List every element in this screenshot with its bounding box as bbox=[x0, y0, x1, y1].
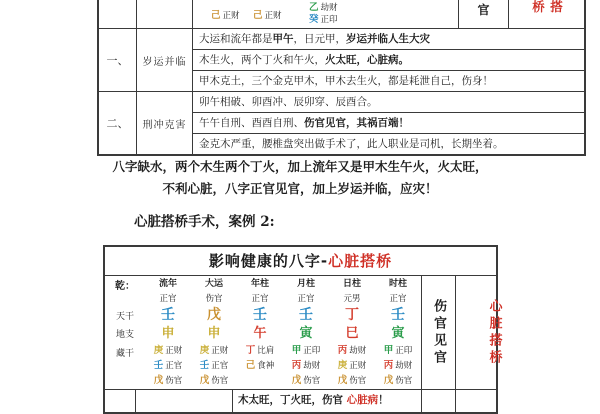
hidden-stem bbox=[384, 358, 413, 373]
case1-analysis-rows bbox=[99, 29, 584, 154]
earthly-branch: 寅 bbox=[391, 326, 405, 341]
ten-god-label: 正官 bbox=[211, 361, 229, 371]
case2-heading: 心脏搭桥手术，案例 2: bbox=[134, 214, 275, 230]
hidden-stem bbox=[384, 373, 413, 388]
text-segment: 午午自刑、酉酉自刑、 bbox=[199, 117, 304, 129]
ten-god-label: 伤官 bbox=[349, 376, 367, 386]
text-segment: ！ bbox=[378, 394, 389, 406]
heavenly-stem: 壬 bbox=[391, 307, 405, 323]
ten-god-label: 正财 bbox=[222, 11, 240, 21]
stem-char: 戊 bbox=[199, 375, 210, 386]
row-number-cell bbox=[99, 0, 137, 28]
ten-god-label: 正印 bbox=[320, 15, 338, 25]
case1-analysis-table bbox=[97, 0, 586, 156]
hidden-stem bbox=[200, 343, 229, 358]
hidden-stem bbox=[253, 7, 282, 21]
hidden-stems-column bbox=[145, 343, 191, 388]
stem-char: 丙 bbox=[383, 360, 394, 371]
stem-char: 癸 bbox=[309, 14, 319, 25]
stem-char: 戊 bbox=[383, 375, 394, 386]
row-label-cell bbox=[137, 0, 193, 28]
ten-god-label: 伤官 bbox=[395, 376, 413, 386]
ten-god-label: 伤官 bbox=[211, 376, 229, 386]
text-segment: 心脏病 bbox=[346, 394, 379, 406]
ten-god-label: 伤官 bbox=[165, 376, 183, 386]
pillar-names-row bbox=[105, 276, 421, 292]
stem-char: 戊 bbox=[337, 375, 348, 386]
hidden-stems-column bbox=[283, 343, 329, 388]
stem-char: 丙 bbox=[291, 360, 302, 371]
analysis-line bbox=[193, 50, 584, 71]
stems-row-label: 天干 bbox=[115, 311, 134, 322]
stem-char: 庚 bbox=[199, 345, 210, 356]
table-title-black: 影响健康的八字- bbox=[208, 252, 329, 270]
hidden-stem bbox=[246, 343, 275, 358]
hidden-stem bbox=[200, 358, 229, 373]
stem-char: 庚 bbox=[153, 345, 164, 356]
heavenly-stem: 壬 bbox=[299, 307, 313, 323]
stem-char: 戊 bbox=[291, 375, 302, 386]
hidden-stems-cell bbox=[193, 0, 459, 28]
analysis-line bbox=[193, 29, 584, 50]
vertical-label-black-cell bbox=[421, 276, 455, 389]
ten-god-label: 伤官 bbox=[303, 376, 321, 386]
hidden-stems-column bbox=[237, 343, 283, 373]
vertical-label-red-partial-cell bbox=[509, 0, 584, 28]
stem-char: 壬 bbox=[153, 360, 164, 371]
ten-god-label: 正印 bbox=[303, 346, 321, 356]
hidden-stem bbox=[292, 373, 321, 388]
row-number: 二、 bbox=[99, 92, 137, 154]
pillar-name: 时柱 bbox=[388, 279, 407, 289]
ten-god-label: 正财 bbox=[349, 361, 367, 371]
gender-label: 乾： bbox=[115, 280, 135, 292]
text-segment: 甲午 bbox=[272, 33, 294, 45]
heavenly-stems-row bbox=[105, 306, 421, 324]
vertical-label-red-partial: 搭桥 bbox=[530, 0, 564, 15]
case2-bazi-table bbox=[103, 245, 502, 414]
ten-god-label: 食神 bbox=[257, 361, 275, 371]
row-number-cell bbox=[105, 390, 136, 412]
pillar-name: 年柱 bbox=[250, 279, 269, 289]
heavenly-stem: 丁 bbox=[345, 307, 359, 323]
hidden-stem bbox=[292, 358, 321, 373]
text-segment: 金克木严重，腰椎盘突出做手术了，此人职业是司机，长期坐着。 bbox=[199, 138, 504, 150]
hidden-stem bbox=[211, 7, 240, 21]
stem-char: 甲 bbox=[383, 345, 394, 356]
heavenly-stem: 壬 bbox=[161, 307, 175, 323]
text-segment: 卯午相破、卯酉冲、辰卯穿、辰酉合。 bbox=[199, 96, 378, 108]
pillar-name: 流年 bbox=[158, 279, 177, 289]
row-number: 一、 bbox=[99, 29, 137, 91]
heavenly-stem: 戊 bbox=[207, 307, 221, 323]
ten-god-label: 正财 bbox=[264, 11, 282, 21]
vertical-column-continuation bbox=[421, 390, 455, 412]
text-segment: 火太旺，心脏病。 bbox=[325, 54, 409, 66]
bazi-pillars-area bbox=[105, 276, 421, 389]
hidden-stem bbox=[292, 343, 321, 358]
analysis-lines bbox=[193, 92, 584, 154]
vertical-label-red: 心脏搭桥 bbox=[486, 298, 502, 367]
ten-god: 正官 bbox=[297, 294, 315, 304]
hidden-stem bbox=[200, 373, 229, 388]
hidden-stem bbox=[154, 343, 183, 358]
earthly-branch: 寅 bbox=[299, 326, 313, 341]
vertical-label-black: 伤官见官 bbox=[431, 298, 446, 367]
earthly-branch: 午 bbox=[253, 326, 267, 341]
vertical-column-continuation bbox=[455, 390, 496, 412]
hidden-stem bbox=[338, 373, 367, 388]
hidden-stem bbox=[246, 358, 275, 373]
ten-god: 正官 bbox=[159, 294, 177, 304]
hidden-stem bbox=[309, 2, 338, 14]
stem-char: 乙 bbox=[309, 2, 319, 13]
hidden-stems-column bbox=[375, 343, 421, 388]
analysis-line bbox=[193, 71, 584, 91]
ten-god-label: 劫财 bbox=[320, 3, 338, 13]
case2-analysis-partial-row bbox=[105, 389, 496, 412]
hidden-stems-column bbox=[191, 343, 237, 388]
summary-line-2: 不利心脏，八字正官见官，加上岁运并临，应灾！ bbox=[162, 181, 438, 196]
row-label-cell bbox=[136, 390, 233, 412]
analysis-line bbox=[233, 390, 421, 412]
ten-gods-row bbox=[105, 292, 421, 306]
case1-hidden-stems-partial-row bbox=[99, 0, 584, 29]
hidden-stem bbox=[154, 358, 183, 373]
hidden-stem bbox=[338, 358, 367, 373]
stem-char: 丁 bbox=[245, 345, 256, 356]
table-title-red: 心脏搭桥 bbox=[328, 252, 393, 270]
stem-char: 己 bbox=[245, 360, 256, 371]
stem-char: 丙 bbox=[337, 345, 348, 356]
ten-god: 正官 bbox=[389, 294, 407, 304]
hidden-stem bbox=[309, 14, 338, 26]
analysis-row bbox=[99, 92, 584, 154]
hidden-stem bbox=[154, 373, 183, 388]
earthly-branches-row bbox=[105, 324, 421, 343]
bazi-chart-body bbox=[105, 276, 502, 389]
branches-row-label: 地支 bbox=[115, 330, 134, 340]
vertical-label-red-cell bbox=[455, 276, 532, 389]
hidden-stem-stack bbox=[309, 2, 338, 26]
ten-god-label: 劫财 bbox=[349, 346, 367, 356]
analysis-row bbox=[99, 29, 584, 92]
ten-god-label: 劫财 bbox=[395, 361, 413, 371]
stem-char: 甲 bbox=[291, 345, 302, 356]
summary-line-1: 八字缺水，两个木生两个丁火，加上流年又是甲木生午火，火太旺， bbox=[112, 159, 488, 174]
text-segment: 伤官见官，其祸百端！ bbox=[304, 117, 409, 129]
hidden-stem bbox=[384, 343, 413, 358]
ten-god: 元男 bbox=[343, 294, 361, 304]
hidden-stems-rows bbox=[105, 343, 421, 389]
ten-god: 正官 bbox=[251, 294, 269, 304]
stem-char: 戊 bbox=[153, 375, 164, 386]
ten-god-label: 正官 bbox=[165, 361, 183, 371]
hidden-stems-column bbox=[329, 343, 375, 388]
row-label: 岁运并临 bbox=[137, 29, 193, 91]
ten-god-label: 劫财 bbox=[303, 361, 321, 371]
stem-char: 壬 bbox=[199, 360, 210, 371]
vertical-label-black-partial: 官 bbox=[459, 0, 509, 28]
analysis-lines bbox=[193, 29, 584, 91]
text-segment: ，日元甲， bbox=[293, 33, 346, 45]
hidden-stem bbox=[338, 343, 367, 358]
stem-char: 庚 bbox=[337, 360, 348, 371]
ten-god-label: 正财 bbox=[211, 346, 229, 356]
analysis-line bbox=[193, 113, 584, 134]
analysis-line bbox=[193, 134, 584, 154]
pillar-name: 大运 bbox=[204, 279, 223, 289]
earthly-branch: 申 bbox=[161, 326, 175, 341]
pillar-name: 月柱 bbox=[296, 279, 315, 289]
stem-char: 己 bbox=[253, 10, 263, 21]
stem-char: 己 bbox=[211, 10, 221, 21]
text-segment: 大运和流年都是 bbox=[199, 33, 273, 45]
text-segment: 木生火，两个丁火和午火， bbox=[199, 54, 325, 66]
row-label: 刑冲克害 bbox=[137, 92, 193, 154]
ten-god-label: 正财 bbox=[165, 346, 183, 356]
earthly-branch: 申 bbox=[207, 326, 221, 341]
table-title bbox=[105, 247, 496, 276]
analysis-line bbox=[193, 92, 584, 113]
earthly-branch: 巳 bbox=[345, 326, 359, 341]
ten-god-label: 正印 bbox=[395, 346, 413, 356]
ten-god-label: 比肩 bbox=[257, 346, 275, 356]
summary-paragraph bbox=[0, 156, 600, 200]
pillar-name: 日柱 bbox=[342, 279, 361, 289]
hidden-row-label: 藏干 bbox=[115, 349, 134, 359]
empty-corner bbox=[105, 292, 145, 306]
ten-god: 伤官 bbox=[205, 294, 223, 304]
text-segment: 木太旺，丁火旺，伤官 bbox=[238, 394, 347, 406]
heavenly-stem: 壬 bbox=[253, 307, 267, 323]
text-segment: 岁运并临人生大灾 bbox=[346, 33, 430, 45]
text-segment: 甲木克土，三个金克甲木，甲木去生火，都是耗泄自己，伤身！ bbox=[199, 75, 493, 87]
